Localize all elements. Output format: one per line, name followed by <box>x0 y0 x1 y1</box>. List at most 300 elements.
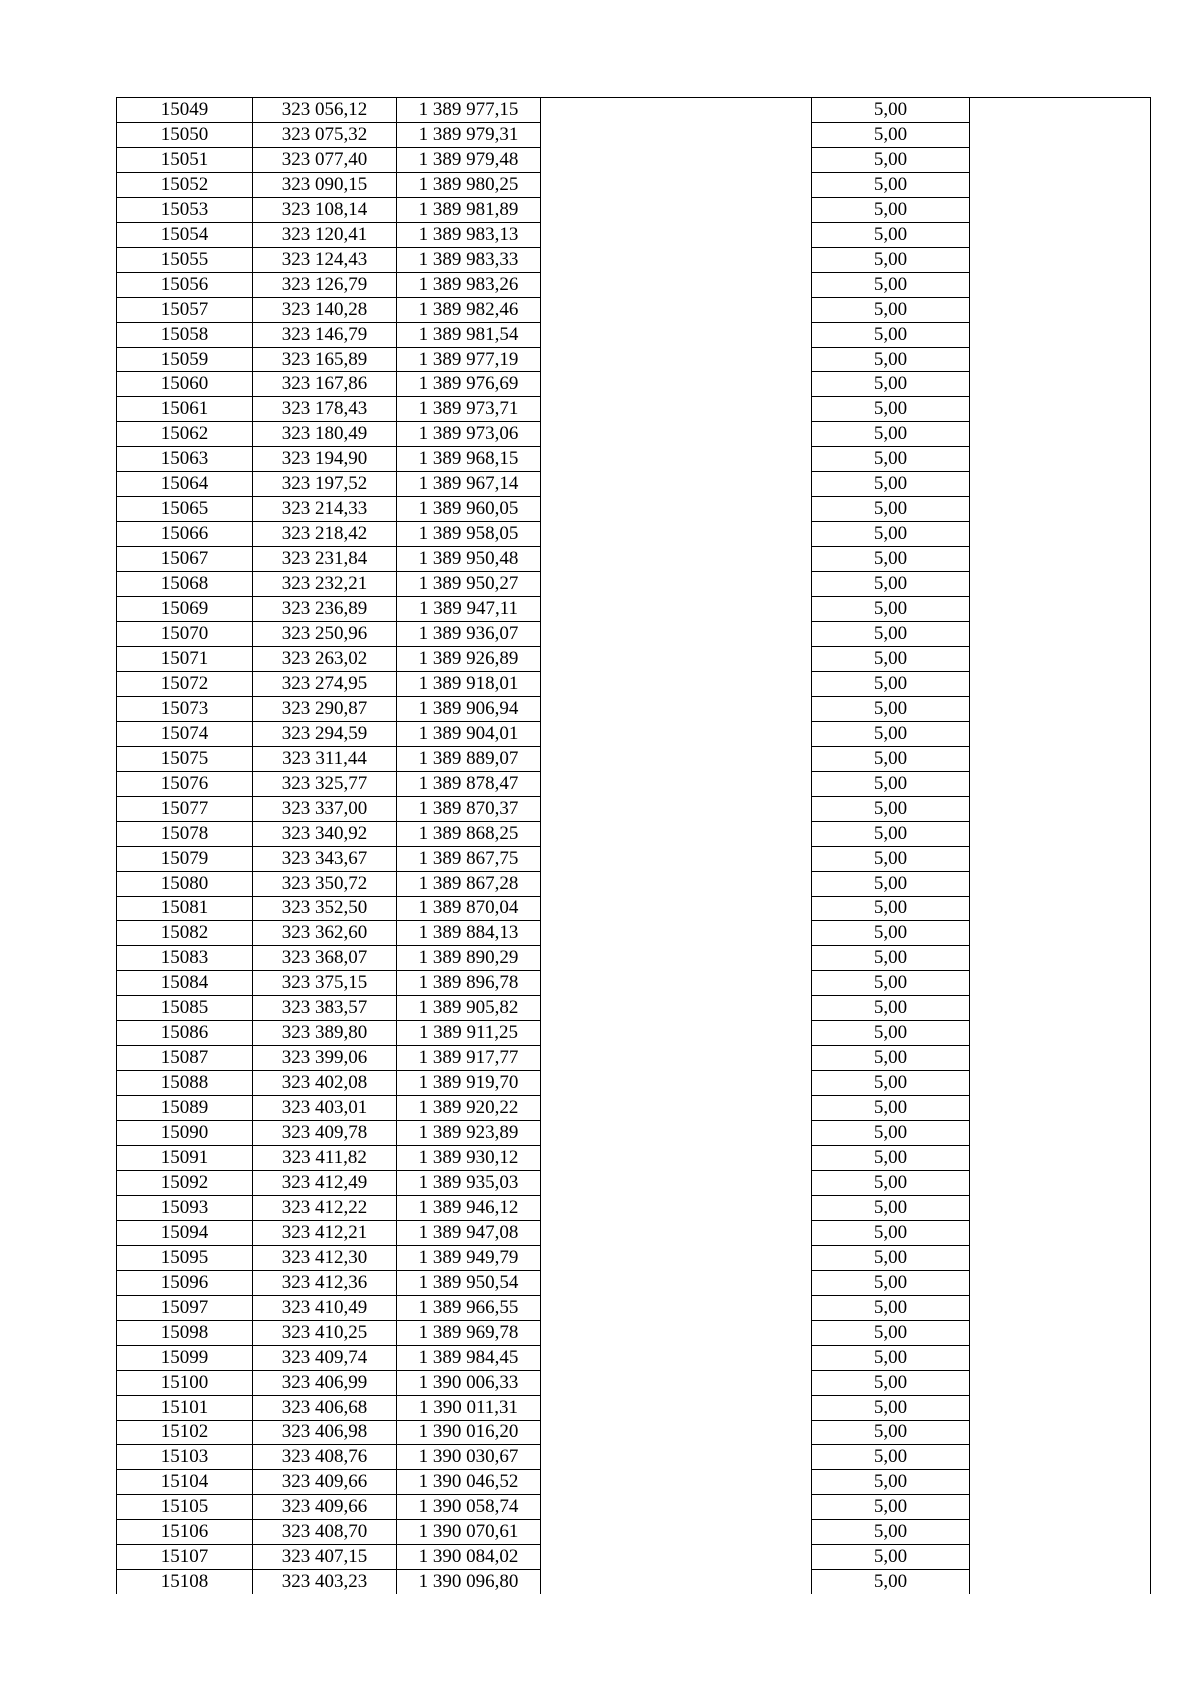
y-coordinate-cell: 1 389 958,05 <box>397 522 541 547</box>
value-cell: 5,00 <box>812 172 970 197</box>
empty-cell <box>541 1121 812 1146</box>
empty-cell <box>970 372 1151 397</box>
x-coordinate-cell: 323 350,72 <box>253 871 397 896</box>
value-cell: 5,00 <box>812 1320 970 1345</box>
point-number-cell: 15053 <box>117 197 253 222</box>
table-row <box>117 1445 1151 1470</box>
point-number-cell: 15091 <box>117 1146 253 1171</box>
empty-cell <box>970 347 1151 372</box>
y-coordinate-cell: 1 389 947,08 <box>397 1220 541 1245</box>
y-coordinate-cell: 1 389 923,89 <box>397 1121 541 1146</box>
value-cell: 5,00 <box>812 222 970 247</box>
table-row <box>117 1021 1151 1046</box>
empty-cell <box>541 197 812 222</box>
empty-cell <box>541 771 812 796</box>
y-coordinate-cell: 1 389 983,13 <box>397 222 541 247</box>
y-coordinate-cell: 1 389 980,25 <box>397 172 541 197</box>
x-coordinate-cell: 323 236,89 <box>253 597 397 622</box>
value-cell: 5,00 <box>812 247 970 272</box>
y-coordinate-cell: 1 389 982,46 <box>397 297 541 322</box>
table-row <box>117 1071 1151 1096</box>
table-row <box>117 921 1151 946</box>
table-row <box>117 696 1151 721</box>
value-cell: 5,00 <box>812 1270 970 1295</box>
point-number-cell: 15098 <box>117 1320 253 1345</box>
x-coordinate-cell: 323 340,92 <box>253 821 397 846</box>
value-cell: 5,00 <box>812 422 970 447</box>
y-coordinate-cell: 1 389 981,54 <box>397 322 541 347</box>
value-cell: 5,00 <box>812 1096 970 1121</box>
y-coordinate-cell: 1 389 905,82 <box>397 996 541 1021</box>
x-coordinate-cell: 323 146,79 <box>253 322 397 347</box>
value-cell: 5,00 <box>812 746 970 771</box>
empty-cell <box>541 547 812 572</box>
table-row <box>117 1370 1151 1395</box>
table-row <box>117 1520 1151 1545</box>
empty-cell <box>541 1395 812 1420</box>
empty-cell <box>970 946 1151 971</box>
value-cell: 5,00 <box>812 946 970 971</box>
empty-cell <box>970 1046 1151 1071</box>
x-coordinate-cell: 323 325,77 <box>253 771 397 796</box>
empty-cell <box>541 921 812 946</box>
empty-cell <box>970 971 1151 996</box>
empty-cell <box>541 1370 812 1395</box>
y-coordinate-cell: 1 389 868,25 <box>397 821 541 846</box>
value-cell: 5,00 <box>812 1021 970 1046</box>
table-row <box>117 1121 1151 1146</box>
empty-cell <box>541 946 812 971</box>
x-coordinate-cell: 323 410,49 <box>253 1295 397 1320</box>
point-number-cell: 15087 <box>117 1046 253 1071</box>
coordinates-table-body <box>117 98 1151 1595</box>
x-coordinate-cell: 323 352,50 <box>253 896 397 921</box>
y-coordinate-cell: 1 389 935,03 <box>397 1170 541 1195</box>
empty-cell <box>970 1195 1151 1220</box>
empty-cell <box>970 447 1151 472</box>
x-coordinate-cell: 323 337,00 <box>253 796 397 821</box>
empty-cell <box>970 547 1151 572</box>
empty-cell <box>541 622 812 647</box>
table-row <box>117 497 1151 522</box>
table-row <box>117 1470 1151 1495</box>
empty-cell <box>541 696 812 721</box>
empty-cell <box>541 1295 812 1320</box>
point-number-cell: 15082 <box>117 921 253 946</box>
empty-cell <box>970 297 1151 322</box>
empty-cell <box>541 1220 812 1245</box>
table-row <box>117 1545 1151 1570</box>
empty-cell <box>970 197 1151 222</box>
value-cell: 5,00 <box>812 996 970 1021</box>
table-row <box>117 896 1151 921</box>
table-row <box>117 821 1151 846</box>
table-row <box>117 547 1151 572</box>
value-cell: 5,00 <box>812 622 970 647</box>
x-coordinate-cell: 323 056,12 <box>253 98 397 123</box>
y-coordinate-cell: 1 389 884,13 <box>397 921 541 946</box>
empty-cell <box>970 746 1151 771</box>
point-number-cell: 15079 <box>117 846 253 871</box>
y-coordinate-cell: 1 389 969,78 <box>397 1320 541 1345</box>
point-number-cell: 15058 <box>117 322 253 347</box>
point-number-cell: 15092 <box>117 1170 253 1195</box>
y-coordinate-cell: 1 390 006,33 <box>397 1370 541 1395</box>
value-cell: 5,00 <box>812 272 970 297</box>
table-row <box>117 272 1151 297</box>
point-number-cell: 15076 <box>117 771 253 796</box>
value-cell: 5,00 <box>812 497 970 522</box>
empty-cell <box>970 821 1151 846</box>
table-row <box>117 671 1151 696</box>
y-coordinate-cell: 1 390 058,74 <box>397 1495 541 1520</box>
empty-cell <box>541 1195 812 1220</box>
value-cell: 5,00 <box>812 372 970 397</box>
x-coordinate-cell: 323 124,43 <box>253 247 397 272</box>
table-row <box>117 447 1151 472</box>
value-cell: 5,00 <box>812 896 970 921</box>
point-number-cell: 15095 <box>117 1245 253 1270</box>
empty-cell <box>970 522 1151 547</box>
empty-cell <box>970 272 1151 297</box>
x-coordinate-cell: 323 412,21 <box>253 1220 397 1245</box>
y-coordinate-cell: 1 389 926,89 <box>397 646 541 671</box>
empty-cell <box>541 721 812 746</box>
x-coordinate-cell: 323 406,99 <box>253 1370 397 1395</box>
table-row <box>117 1146 1151 1171</box>
empty-cell <box>970 1170 1151 1195</box>
x-coordinate-cell: 323 250,96 <box>253 622 397 647</box>
empty-cell <box>970 846 1151 871</box>
x-coordinate-cell: 323 274,95 <box>253 671 397 696</box>
y-coordinate-cell: 1 389 966,55 <box>397 1295 541 1320</box>
point-number-cell: 15075 <box>117 746 253 771</box>
y-coordinate-cell: 1 389 949,79 <box>397 1245 541 1270</box>
empty-cell <box>541 572 812 597</box>
point-number-cell: 15100 <box>117 1370 253 1395</box>
value-cell: 5,00 <box>812 522 970 547</box>
empty-cell <box>541 247 812 272</box>
empty-cell <box>970 122 1151 147</box>
y-coordinate-cell: 1 389 889,07 <box>397 746 541 771</box>
table-row <box>117 746 1151 771</box>
value-cell: 5,00 <box>812 122 970 147</box>
table-row <box>117 172 1151 197</box>
empty-cell <box>541 222 812 247</box>
value-cell: 5,00 <box>812 821 970 846</box>
value-cell: 5,00 <box>812 1570 970 1594</box>
x-coordinate-cell: 323 406,98 <box>253 1420 397 1445</box>
x-coordinate-cell: 323 412,22 <box>253 1195 397 1220</box>
point-number-cell: 15066 <box>117 522 253 547</box>
empty-cell <box>970 472 1151 497</box>
empty-cell <box>541 1146 812 1171</box>
y-coordinate-cell: 1 389 979,31 <box>397 122 541 147</box>
value-cell: 5,00 <box>812 796 970 821</box>
table-row <box>117 1395 1151 1420</box>
value-cell: 5,00 <box>812 846 970 871</box>
empty-cell <box>541 597 812 622</box>
y-coordinate-cell: 1 389 867,28 <box>397 871 541 896</box>
x-coordinate-cell: 323 218,42 <box>253 522 397 547</box>
point-number-cell: 15101 <box>117 1395 253 1420</box>
y-coordinate-cell: 1 390 096,80 <box>397 1570 541 1594</box>
empty-cell <box>970 172 1151 197</box>
y-coordinate-cell: 1 389 960,05 <box>397 497 541 522</box>
y-coordinate-cell: 1 389 967,14 <box>397 472 541 497</box>
y-coordinate-cell: 1 389 983,33 <box>397 247 541 272</box>
x-coordinate-cell: 323 214,33 <box>253 497 397 522</box>
x-coordinate-cell: 323 167,86 <box>253 372 397 397</box>
empty-cell <box>541 821 812 846</box>
table-row <box>117 572 1151 597</box>
y-coordinate-cell: 1 389 950,27 <box>397 572 541 597</box>
table-row <box>117 996 1151 1021</box>
point-number-cell: 15078 <box>117 821 253 846</box>
table-row <box>117 846 1151 871</box>
table-row <box>117 297 1151 322</box>
point-number-cell: 15057 <box>117 297 253 322</box>
x-coordinate-cell: 323 399,06 <box>253 1046 397 1071</box>
empty-cell <box>970 646 1151 671</box>
table-row <box>117 347 1151 372</box>
empty-cell <box>970 322 1151 347</box>
x-coordinate-cell: 323 403,23 <box>253 1570 397 1594</box>
x-coordinate-cell: 323 402,08 <box>253 1071 397 1096</box>
table-row <box>117 1096 1151 1121</box>
table-row <box>117 1170 1151 1195</box>
table-row <box>117 1570 1151 1594</box>
table-row <box>117 1220 1151 1245</box>
value-cell: 5,00 <box>812 297 970 322</box>
value-cell: 5,00 <box>812 347 970 372</box>
x-coordinate-cell: 323 412,36 <box>253 1270 397 1295</box>
value-cell: 5,00 <box>812 1295 970 1320</box>
empty-cell <box>541 1046 812 1071</box>
x-coordinate-cell: 323 411,82 <box>253 1146 397 1171</box>
value-cell: 5,00 <box>812 721 970 746</box>
y-coordinate-cell: 1 389 878,47 <box>397 771 541 796</box>
value-cell: 5,00 <box>812 771 970 796</box>
y-coordinate-cell: 1 389 973,06 <box>397 422 541 447</box>
table-row <box>117 222 1151 247</box>
empty-cell <box>970 1270 1151 1295</box>
value-cell: 5,00 <box>812 696 970 721</box>
x-coordinate-cell: 323 362,60 <box>253 921 397 946</box>
point-number-cell: 15069 <box>117 597 253 622</box>
point-number-cell: 15103 <box>117 1445 253 1470</box>
point-number-cell: 15080 <box>117 871 253 896</box>
empty-cell <box>970 771 1151 796</box>
point-number-cell: 15081 <box>117 896 253 921</box>
point-number-cell: 15055 <box>117 247 253 272</box>
value-cell: 5,00 <box>812 1220 970 1245</box>
empty-cell <box>541 372 812 397</box>
x-coordinate-cell: 323 412,49 <box>253 1170 397 1195</box>
empty-cell <box>541 1470 812 1495</box>
point-number-cell: 15105 <box>117 1495 253 1520</box>
empty-cell <box>970 896 1151 921</box>
x-coordinate-cell: 323 311,44 <box>253 746 397 771</box>
empty-cell <box>970 572 1151 597</box>
empty-cell <box>541 422 812 447</box>
y-coordinate-cell: 1 390 070,61 <box>397 1520 541 1545</box>
empty-cell <box>970 871 1151 896</box>
empty-cell <box>541 1495 812 1520</box>
point-number-cell: 15084 <box>117 971 253 996</box>
empty-cell <box>970 1570 1151 1594</box>
point-number-cell: 15068 <box>117 572 253 597</box>
y-coordinate-cell: 1 389 917,77 <box>397 1046 541 1071</box>
y-coordinate-cell: 1 389 890,29 <box>397 946 541 971</box>
empty-cell <box>970 1096 1151 1121</box>
x-coordinate-cell: 323 403,01 <box>253 1096 397 1121</box>
x-coordinate-cell: 323 409,66 <box>253 1470 397 1495</box>
empty-cell <box>541 1520 812 1545</box>
y-coordinate-cell: 1 389 979,48 <box>397 147 541 172</box>
y-coordinate-cell: 1 390 011,31 <box>397 1395 541 1420</box>
x-coordinate-cell: 323 383,57 <box>253 996 397 1021</box>
table-row <box>117 871 1151 896</box>
point-number-cell: 15059 <box>117 347 253 372</box>
y-coordinate-cell: 1 390 084,02 <box>397 1545 541 1570</box>
y-coordinate-cell: 1 389 968,15 <box>397 447 541 472</box>
empty-cell <box>970 1470 1151 1495</box>
x-coordinate-cell: 323 412,30 <box>253 1245 397 1270</box>
empty-cell <box>970 996 1151 1021</box>
point-number-cell: 15094 <box>117 1220 253 1245</box>
table-row <box>117 946 1151 971</box>
table-row <box>117 971 1151 996</box>
empty-cell <box>970 147 1151 172</box>
point-number-cell: 15096 <box>117 1270 253 1295</box>
table-row <box>117 1195 1151 1220</box>
y-coordinate-cell: 1 389 973,71 <box>397 397 541 422</box>
empty-cell <box>541 896 812 921</box>
empty-cell <box>541 98 812 123</box>
y-coordinate-cell: 1 389 896,78 <box>397 971 541 996</box>
value-cell: 5,00 <box>812 1470 970 1495</box>
empty-cell <box>541 996 812 1021</box>
value-cell: 5,00 <box>812 447 970 472</box>
empty-cell <box>541 1345 812 1370</box>
x-coordinate-cell: 323 232,21 <box>253 572 397 597</box>
point-number-cell: 15063 <box>117 447 253 472</box>
point-number-cell: 15049 <box>117 98 253 123</box>
value-cell: 5,00 <box>812 1046 970 1071</box>
point-number-cell: 15097 <box>117 1295 253 1320</box>
point-number-cell: 15083 <box>117 946 253 971</box>
value-cell: 5,00 <box>812 1420 970 1445</box>
x-coordinate-cell: 323 290,87 <box>253 696 397 721</box>
y-coordinate-cell: 1 389 947,11 <box>397 597 541 622</box>
point-number-cell: 15051 <box>117 147 253 172</box>
empty-cell <box>541 447 812 472</box>
x-coordinate-cell: 323 165,89 <box>253 347 397 372</box>
x-coordinate-cell: 323 197,52 <box>253 472 397 497</box>
value-cell: 5,00 <box>812 1520 970 1545</box>
point-number-cell: 15062 <box>117 422 253 447</box>
y-coordinate-cell: 1 389 950,48 <box>397 547 541 572</box>
table-row <box>117 122 1151 147</box>
point-number-cell: 15102 <box>117 1420 253 1445</box>
value-cell: 5,00 <box>812 1195 970 1220</box>
value-cell: 5,00 <box>812 572 970 597</box>
x-coordinate-cell: 323 294,59 <box>253 721 397 746</box>
value-cell: 5,00 <box>812 871 970 896</box>
empty-cell <box>541 1445 812 1470</box>
y-coordinate-cell: 1 390 046,52 <box>397 1470 541 1495</box>
point-number-cell: 15052 <box>117 172 253 197</box>
table-row <box>117 1295 1151 1320</box>
value-cell: 5,00 <box>812 322 970 347</box>
point-number-cell: 15067 <box>117 547 253 572</box>
x-coordinate-cell: 323 120,41 <box>253 222 397 247</box>
empty-cell <box>970 597 1151 622</box>
empty-cell <box>970 696 1151 721</box>
empty-cell <box>541 272 812 297</box>
empty-cell <box>970 622 1151 647</box>
table-row <box>117 372 1151 397</box>
empty-cell <box>541 297 812 322</box>
value-cell: 5,00 <box>812 1345 970 1370</box>
empty-cell <box>541 322 812 347</box>
y-coordinate-cell: 1 389 904,01 <box>397 721 541 746</box>
value-cell: 5,00 <box>812 671 970 696</box>
y-coordinate-cell: 1 389 936,07 <box>397 622 541 647</box>
empty-cell <box>541 347 812 372</box>
x-coordinate-cell: 323 180,49 <box>253 422 397 447</box>
table-row <box>117 1270 1151 1295</box>
empty-cell <box>541 1071 812 1096</box>
point-number-cell: 15077 <box>117 796 253 821</box>
y-coordinate-cell: 1 389 911,25 <box>397 1021 541 1046</box>
empty-cell <box>970 497 1151 522</box>
y-coordinate-cell: 1 389 950,54 <box>397 1270 541 1295</box>
x-coordinate-cell: 323 375,15 <box>253 971 397 996</box>
table-row <box>117 322 1151 347</box>
x-coordinate-cell: 323 263,02 <box>253 646 397 671</box>
point-number-cell: 15086 <box>117 1021 253 1046</box>
point-number-cell: 15050 <box>117 122 253 147</box>
x-coordinate-cell: 323 409,74 <box>253 1345 397 1370</box>
empty-cell <box>970 1495 1151 1520</box>
value-cell: 5,00 <box>812 597 970 622</box>
value-cell: 5,00 <box>812 646 970 671</box>
point-number-cell: 15073 <box>117 696 253 721</box>
x-coordinate-cell: 323 231,84 <box>253 547 397 572</box>
empty-cell <box>541 971 812 996</box>
x-coordinate-cell: 323 090,15 <box>253 172 397 197</box>
x-coordinate-cell: 323 077,40 <box>253 147 397 172</box>
empty-cell <box>970 422 1151 447</box>
x-coordinate-cell: 323 108,14 <box>253 197 397 222</box>
y-coordinate-cell: 1 389 920,22 <box>397 1096 541 1121</box>
table-row <box>117 646 1151 671</box>
coordinates-table <box>116 97 1151 1594</box>
x-coordinate-cell: 323 408,76 <box>253 1445 397 1470</box>
point-number-cell: 15065 <box>117 497 253 522</box>
empty-cell <box>970 1370 1151 1395</box>
x-coordinate-cell: 323 389,80 <box>253 1021 397 1046</box>
x-coordinate-cell: 323 409,78 <box>253 1121 397 1146</box>
empty-cell <box>970 671 1151 696</box>
value-cell: 5,00 <box>812 971 970 996</box>
point-number-cell: 15060 <box>117 372 253 397</box>
empty-cell <box>541 172 812 197</box>
x-coordinate-cell: 323 343,67 <box>253 846 397 871</box>
value-cell: 5,00 <box>812 1146 970 1171</box>
